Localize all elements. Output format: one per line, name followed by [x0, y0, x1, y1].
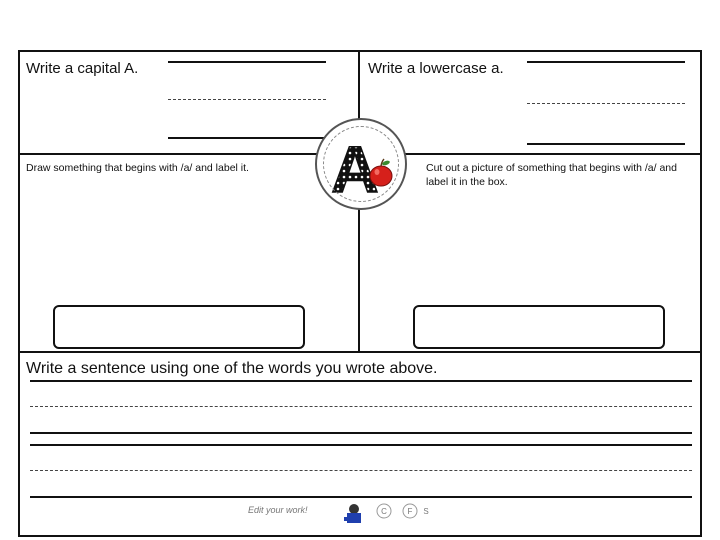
sentence-prompt: Write a sentence using one of the words you wrote above.	[26, 360, 438, 377]
sentence-line-1-mid	[30, 406, 692, 407]
draw-label-box[interactable]	[53, 305, 305, 349]
footer-logo-letter-3: S	[423, 507, 429, 516]
lowercase-mid-line	[527, 103, 685, 104]
emblem-letter: A	[331, 132, 379, 206]
sentence-line-2-base[interactable]	[30, 496, 692, 498]
capital-prompt: Write a capital A.	[26, 60, 139, 77]
sentence-line-1-top	[30, 380, 692, 382]
cut-label-box[interactable]	[413, 305, 665, 349]
letter-a-emblem	[315, 118, 407, 210]
cut-prompt: Cut out a picture of something that begins with /a/ and label it in the box.	[426, 162, 677, 188]
lowercase-base-line[interactable]	[527, 143, 685, 145]
footer-logo-letter-1: C	[381, 507, 387, 516]
sentence-line-1-base[interactable]	[30, 432, 692, 434]
letter-a-apple-icon	[317, 120, 409, 212]
capital-mid-line	[168, 99, 326, 100]
sentence-line-2-top	[30, 444, 692, 446]
lowercase-top-line	[527, 61, 685, 63]
bottom-divider	[18, 351, 702, 353]
footer	[0, 499, 720, 527]
capital-top-line	[168, 61, 326, 63]
footer-text: Edit your work!	[248, 505, 308, 515]
capital-base-line[interactable]	[168, 137, 326, 139]
draw-prompt: Draw something that begins with /a/ and label it.	[26, 162, 249, 174]
footer-logo-letter-2: F	[407, 507, 413, 516]
apple-icon	[370, 159, 392, 186]
footer-logo-icon	[340, 499, 440, 527]
sentence-line-2-mid	[30, 470, 692, 471]
lowercase-prompt: Write a lowercase a.	[368, 60, 504, 77]
